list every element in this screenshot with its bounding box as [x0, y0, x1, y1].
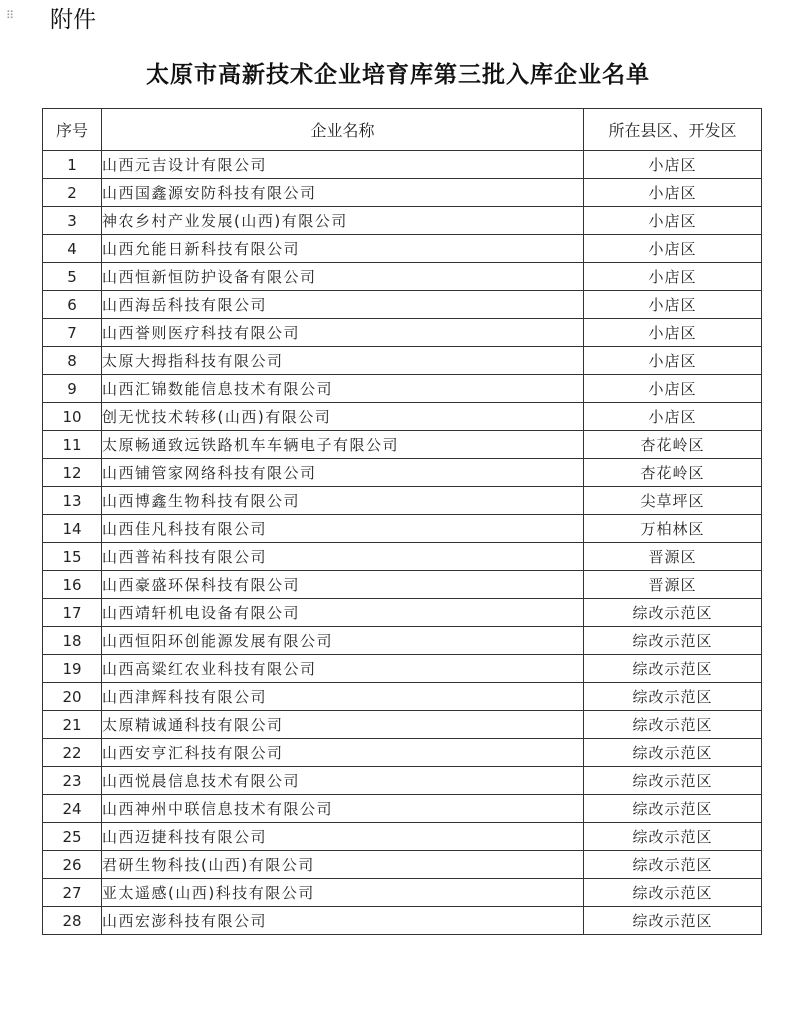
enterprise-name: 山西悦晨信息技术有限公司 [102, 767, 584, 795]
enterprise-name: 山西恒新恒防护设备有限公司 [102, 263, 584, 291]
table-row [43, 487, 762, 515]
table-row [43, 795, 762, 823]
table-row [43, 151, 762, 179]
row-number: 7 [43, 319, 102, 347]
row-number: 16 [43, 571, 102, 599]
enterprise-table [42, 108, 762, 935]
document-title: 太原市高新技术企业培育库第三批入库企业名单 [146, 61, 650, 88]
table-row [43, 851, 762, 879]
table-row [43, 515, 762, 543]
table-header-row [43, 109, 762, 151]
table-row [43, 459, 762, 487]
table-row [43, 879, 762, 907]
table-row [43, 599, 762, 627]
row-number: 1 [43, 151, 102, 179]
row-number: 15 [43, 543, 102, 571]
enterprise-name: 山西允能日新科技有限公司 [102, 235, 584, 263]
enterprise-name: 山西安亨汇科技有限公司 [102, 739, 584, 767]
district-name: 综改示范区 [584, 711, 762, 739]
table-row [43, 627, 762, 655]
row-number: 22 [43, 739, 102, 767]
table-row [43, 347, 762, 375]
enterprise-name: 山西神州中联信息技术有限公司 [102, 795, 584, 823]
enterprise-name: 亚太遥感(山西)科技有限公司 [102, 879, 584, 907]
table-row [43, 375, 762, 403]
row-number: 12 [43, 459, 102, 487]
table-row [43, 655, 762, 683]
district-name: 综改示范区 [584, 767, 762, 795]
district-name: 尖草坪区 [584, 487, 762, 515]
table-row [43, 179, 762, 207]
district-name: 晋源区 [584, 571, 762, 599]
district-name: 小店区 [584, 263, 762, 291]
enterprise-name: 山西豪盛环保科技有限公司 [102, 571, 584, 599]
table-row [43, 403, 762, 431]
district-name: 杏花岭区 [584, 431, 762, 459]
row-number: 10 [43, 403, 102, 431]
enterprise-name: 山西迈捷科技有限公司 [102, 823, 584, 851]
row-number: 19 [43, 655, 102, 683]
column-header-no: 序号 [43, 109, 102, 151]
row-number: 24 [43, 795, 102, 823]
drag-handle-icon[interactable]: ⠿ [6, 9, 14, 22]
table-row [43, 263, 762, 291]
district-name: 晋源区 [584, 543, 762, 571]
row-number: 23 [43, 767, 102, 795]
table-row [43, 235, 762, 263]
district-name: 小店区 [584, 347, 762, 375]
enterprise-name: 山西恒阳环创能源发展有限公司 [102, 627, 584, 655]
district-name: 综改示范区 [584, 823, 762, 851]
district-name: 综改示范区 [584, 739, 762, 767]
enterprise-name: 山西元吉设计有限公司 [102, 151, 584, 179]
district-name: 综改示范区 [584, 851, 762, 879]
enterprise-name: 太原精诚通科技有限公司 [102, 711, 584, 739]
district-name: 小店区 [584, 403, 762, 431]
row-number: 20 [43, 683, 102, 711]
row-number: 28 [43, 907, 102, 935]
column-header-name: 企业名称 [102, 109, 584, 151]
enterprise-name: 创无忧技术转移(山西)有限公司 [102, 403, 584, 431]
row-number: 2 [43, 179, 102, 207]
district-name: 小店区 [584, 207, 762, 235]
table-row [43, 683, 762, 711]
row-number: 11 [43, 431, 102, 459]
enterprise-name: 山西博鑫生物科技有限公司 [102, 487, 584, 515]
district-name: 综改示范区 [584, 683, 762, 711]
row-number: 26 [43, 851, 102, 879]
enterprise-name: 山西佳凡科技有限公司 [102, 515, 584, 543]
enterprise-name: 山西普祐科技有限公司 [102, 543, 584, 571]
row-number: 8 [43, 347, 102, 375]
district-name: 小店区 [584, 179, 762, 207]
row-number: 17 [43, 599, 102, 627]
table-row [43, 823, 762, 851]
row-number: 21 [43, 711, 102, 739]
row-number: 27 [43, 879, 102, 907]
district-name: 小店区 [584, 375, 762, 403]
row-number: 14 [43, 515, 102, 543]
district-name: 小店区 [584, 151, 762, 179]
district-name: 杏花岭区 [584, 459, 762, 487]
enterprise-name: 神农乡村产业发展(山西)有限公司 [102, 207, 584, 235]
row-number: 13 [43, 487, 102, 515]
district-name: 小店区 [584, 319, 762, 347]
enterprise-name: 山西高粱红农业科技有限公司 [102, 655, 584, 683]
table-row [43, 319, 762, 347]
district-name: 综改示范区 [584, 795, 762, 823]
attachment-label: 附件 [50, 7, 96, 33]
enterprise-name: 山西宏澎科技有限公司 [102, 907, 584, 935]
district-name: 综改示范区 [584, 599, 762, 627]
enterprise-name: 山西津辉科技有限公司 [102, 683, 584, 711]
table-row [43, 207, 762, 235]
row-number: 9 [43, 375, 102, 403]
district-name: 小店区 [584, 291, 762, 319]
table-row [43, 907, 762, 935]
enterprise-name: 太原畅通致远铁路机车车辆电子有限公司 [102, 431, 584, 459]
table-row [43, 571, 762, 599]
enterprise-name: 太原大拇指科技有限公司 [102, 347, 584, 375]
enterprise-name: 山西靖轩机电设备有限公司 [102, 599, 584, 627]
row-number: 25 [43, 823, 102, 851]
enterprise-name: 山西海岳科技有限公司 [102, 291, 584, 319]
column-header-district: 所在县区、开发区 [584, 109, 762, 151]
row-number: 6 [43, 291, 102, 319]
row-number: 3 [43, 207, 102, 235]
enterprise-name: 君研生物科技(山西)有限公司 [102, 851, 584, 879]
enterprise-name: 山西誉则医疗科技有限公司 [102, 319, 584, 347]
enterprise-name: 山西国鑫源安防科技有限公司 [102, 179, 584, 207]
enterprise-name: 山西铺管家网络科技有限公司 [102, 459, 584, 487]
table-row [43, 767, 762, 795]
district-name: 综改示范区 [584, 879, 762, 907]
district-name: 万柏林区 [584, 515, 762, 543]
table-row [43, 431, 762, 459]
table-body [43, 151, 762, 935]
row-number: 4 [43, 235, 102, 263]
district-name: 小店区 [584, 235, 762, 263]
table-row [43, 711, 762, 739]
district-name: 综改示范区 [584, 655, 762, 683]
row-number: 5 [43, 263, 102, 291]
district-name: 综改示范区 [584, 627, 762, 655]
table-row [43, 543, 762, 571]
enterprise-name: 山西汇锦数能信息技术有限公司 [102, 375, 584, 403]
table-row [43, 739, 762, 767]
row-number: 18 [43, 627, 102, 655]
district-name: 综改示范区 [584, 907, 762, 935]
table-row [43, 291, 762, 319]
